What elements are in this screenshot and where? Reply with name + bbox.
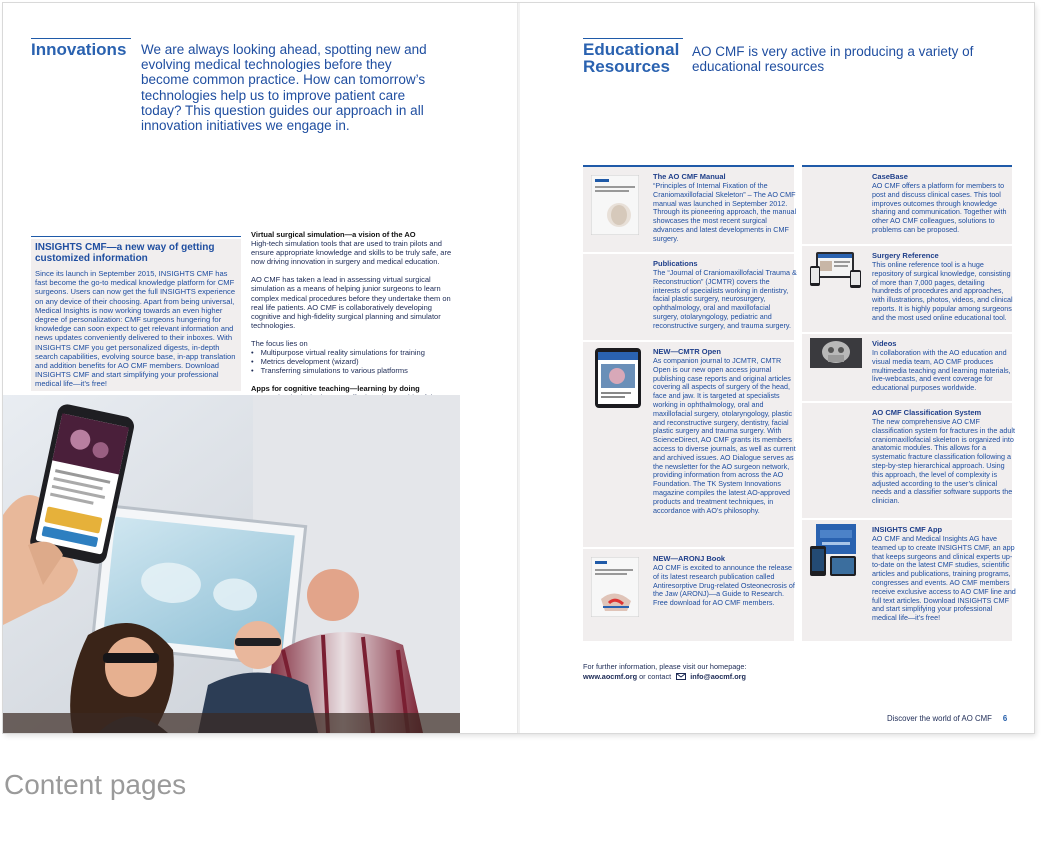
entry-casebase (802, 167, 1012, 245)
entry-title: AO CMF Classification System (872, 408, 982, 417)
left-page (3, 3, 518, 733)
focus-list (251, 348, 461, 375)
insights-app-thumbnail (808, 524, 860, 578)
entry-title: CaseBase (872, 172, 908, 181)
sim-title: Virtual surgical simulation—a vision of the AO (251, 230, 416, 239)
entry-insights-app (802, 520, 1016, 642)
entry-title: NEW—CMTR Open (653, 347, 721, 356)
page-footer (887, 714, 1007, 723)
tablet-thumbnail (595, 348, 641, 408)
further-info-text: For further information, please visit our homepage: (583, 662, 747, 671)
sim-paragraph-1: High-tech simulation tools that are used to train pilots and ensure appropriate knowledge and skills to be truly safe, are now driving innovation in surgery and medical education. (251, 239, 452, 267)
educational-intro: AO CMF is very active in producing a variety of educational resources (692, 44, 974, 74)
entry-body: AO CMF offers a platform for members to post and discuss clinical cases. This tool improves outcomes through knowledge sharing and communication. Together with other AO CMF colleagues, solutions to problems can be proposed. (872, 181, 1007, 234)
manual-cover-thumbnail (591, 175, 639, 235)
entry-body: The new comprehensive AO CMF classification system for fractures in the adult craniomaxillofacial skeleton is organized into anatomic modules. This allows for a systematic fracture classification following a step-by-step hierarchical approach. Using this approach, the level of complexity is adjusted according to the user’s clinical needs and a classifier software supports the clinician. (872, 417, 1016, 506)
focus-intro: The focus lies on (251, 338, 308, 348)
devices-thumbnail (810, 250, 862, 290)
section-rule (31, 38, 131, 39)
further-information (583, 662, 883, 682)
skull-video-thumbnail (810, 338, 862, 368)
entry-ao-cmf-manual (583, 167, 797, 253)
entry-cmtr-open (583, 342, 794, 548)
caption: Content pages (4, 769, 187, 800)
entry-body: AO CMF and Medical Insights AG have teamed up to create INSIGHTS CMF, an app that keeps surgeons and clinical experts up-to-date on the latest CMF studies, scientific articles and publications, training programs, congresses and events. AO CMF members receive exclusive access to AO CMF line and full text articles. Download INSIGHTS CMF and start simplifying your professional medical life—it’s free! (872, 534, 1016, 623)
entry-surgery-reference (802, 246, 1012, 333)
insights-rule (31, 236, 241, 237)
entry-body: “Principles of Internal Fixation of the Craniomaxillofacial Skeleton” – The AO CMF manual was launched in September 2012. Through its pioneering approach, the manual showcases the most recent surgical advances and latest developments in CMF surgery. (653, 181, 797, 243)
brochure-spread (3, 3, 1034, 733)
entry-title: NEW—ARONJ Book (653, 554, 726, 563)
heading-line-2: Resources (583, 57, 670, 76)
footer-text: Discover the world of AO CMF (887, 714, 992, 723)
insights-title: INSIGHTS CMF—a new way of getting customized information (35, 242, 215, 264)
heading-line-1: Educational (583, 40, 680, 59)
website-link[interactable]: www.aocmf.org (583, 671, 638, 681)
entry-title: INSIGHTS CMF App (872, 525, 943, 534)
page-number: 6 (1002, 714, 1008, 723)
innovations-heading: Innovations (31, 40, 127, 59)
aronj-book-thumbnail (591, 557, 639, 617)
email-link[interactable]: info@aocmf.org (690, 671, 746, 681)
contact-line (583, 672, 883, 683)
educational-resources-heading (583, 41, 679, 75)
right-page (520, 3, 1034, 733)
entry-body: In collaboration with the AO education and visual media team, AO CMF produces multimedia teaching and learning materials, live-webcasts, and event coverage for educational purposes worldwide. (872, 348, 1011, 393)
entry-title: Surgery Reference (872, 251, 939, 260)
apps-title: Apps for cognitive teaching—learning by doing (251, 384, 420, 394)
mail-icon (676, 673, 686, 683)
focus-item: • Metrics development (wizard) (251, 357, 461, 366)
insights-body: Since its launch in September 2015, INSIGHTS CMF has fast become the go-to medical knowledge platform for CMF surgeons. Users can now get the full INSIGHTS experience on any device of their choosing. Apart from being universal, Medical Insights is now working towards an even higher degree of personalization: CMF surgeons hungering for knowledge can soon expect to get relevant information and news updates conveniently delivered to their inboxes. With INSIGHTS CMF you get personalized digests, in-depth search capabilities, evolving source base, in-app translation and addition benefits for AO CMF members. Download INSIGHTS CMF and start simplifying your professional medical life—it’s free! (35, 269, 236, 389)
sim-paragraph-2: AO CMF has taken a lead in assessing virtual surgical simulation as a means of helping junior surgeons to learn complex medical procedures before they undertake them on real life patients. AO CMF is collaboratively developing cognitive and high-fidelity surgical planning and simulator technologies. (251, 275, 451, 330)
entry-body: AO CMF is excited to announce the release of its latest research publication called Antiresorptive Drug-related Osteonecrosis of the Jaw (ARONJ)—a Guide to Research. Free download for AO CMF members. (653, 563, 795, 608)
entry-videos (802, 334, 1012, 402)
vr-simulation-photo (3, 395, 460, 733)
entry-title: Publications (653, 259, 698, 268)
entry-body: This online reference tool is a huge repository of surgical knowledge, consisting of more than 7,000 pages, detailing hundreds of procedures and approaches, with illustrations, photos, videos, and clinical reports. It is highly popular among surgeons and the most used online educational tool. (872, 260, 1013, 322)
entry-body: As companion journal to JCMTR, CMTR Open is our new open access journal publishing case reports and original articles covering all aspects of surgery of the head, face and jaw. It is targeted at specialists working in ophthalmology, oral and maxillofacial surgery, otolaryngology, plastic and reconstructive surgery, dentistry, facial plastic surgery and trauma surgery. With ScienceDirect, AO CMF grants its members access to diverse journals, as well as current and archived issues. AO Dialogue serves as the newsletter for the AO surgeon network, providing information from across the AO Foundation. The TK System Innovations magazine compiles the latest AO-approved products and treatment techniques, in accordance with AO’s philosophy. (653, 356, 796, 515)
entry-title: The AO CMF Manual (653, 172, 726, 181)
entry-body: The “Journal of Craniomaxillofacial Trauma & Reconstruction” (JCMTR) covers the interests of specialists working in dentistry, facial plastic surgery, neurosurgery, ophthalmology, oral and maxillofacial surgery, otolaryngology, pediatric and reconstructive surgery, and trauma surgery. (653, 268, 797, 330)
focus-item: • Transferring simulations to various platforms (251, 366, 461, 375)
entry-classification-system (802, 403, 1016, 519)
entry-aronj-book (583, 549, 794, 642)
entry-publications (583, 254, 797, 341)
section-rule (583, 38, 683, 39)
entry-title: Videos (872, 339, 897, 348)
innovations-intro: We are always looking ahead, spotting new and evolving medical technologies before they become common practice. How can tomorrow’s technologies help us to improve patient care today? This question guides our approach in all innovation initiatives we engage in. (141, 42, 427, 134)
or-contact-text: or contact (639, 671, 672, 681)
focus-item: • Multipurpose virtual reality simulations for training (251, 348, 461, 357)
